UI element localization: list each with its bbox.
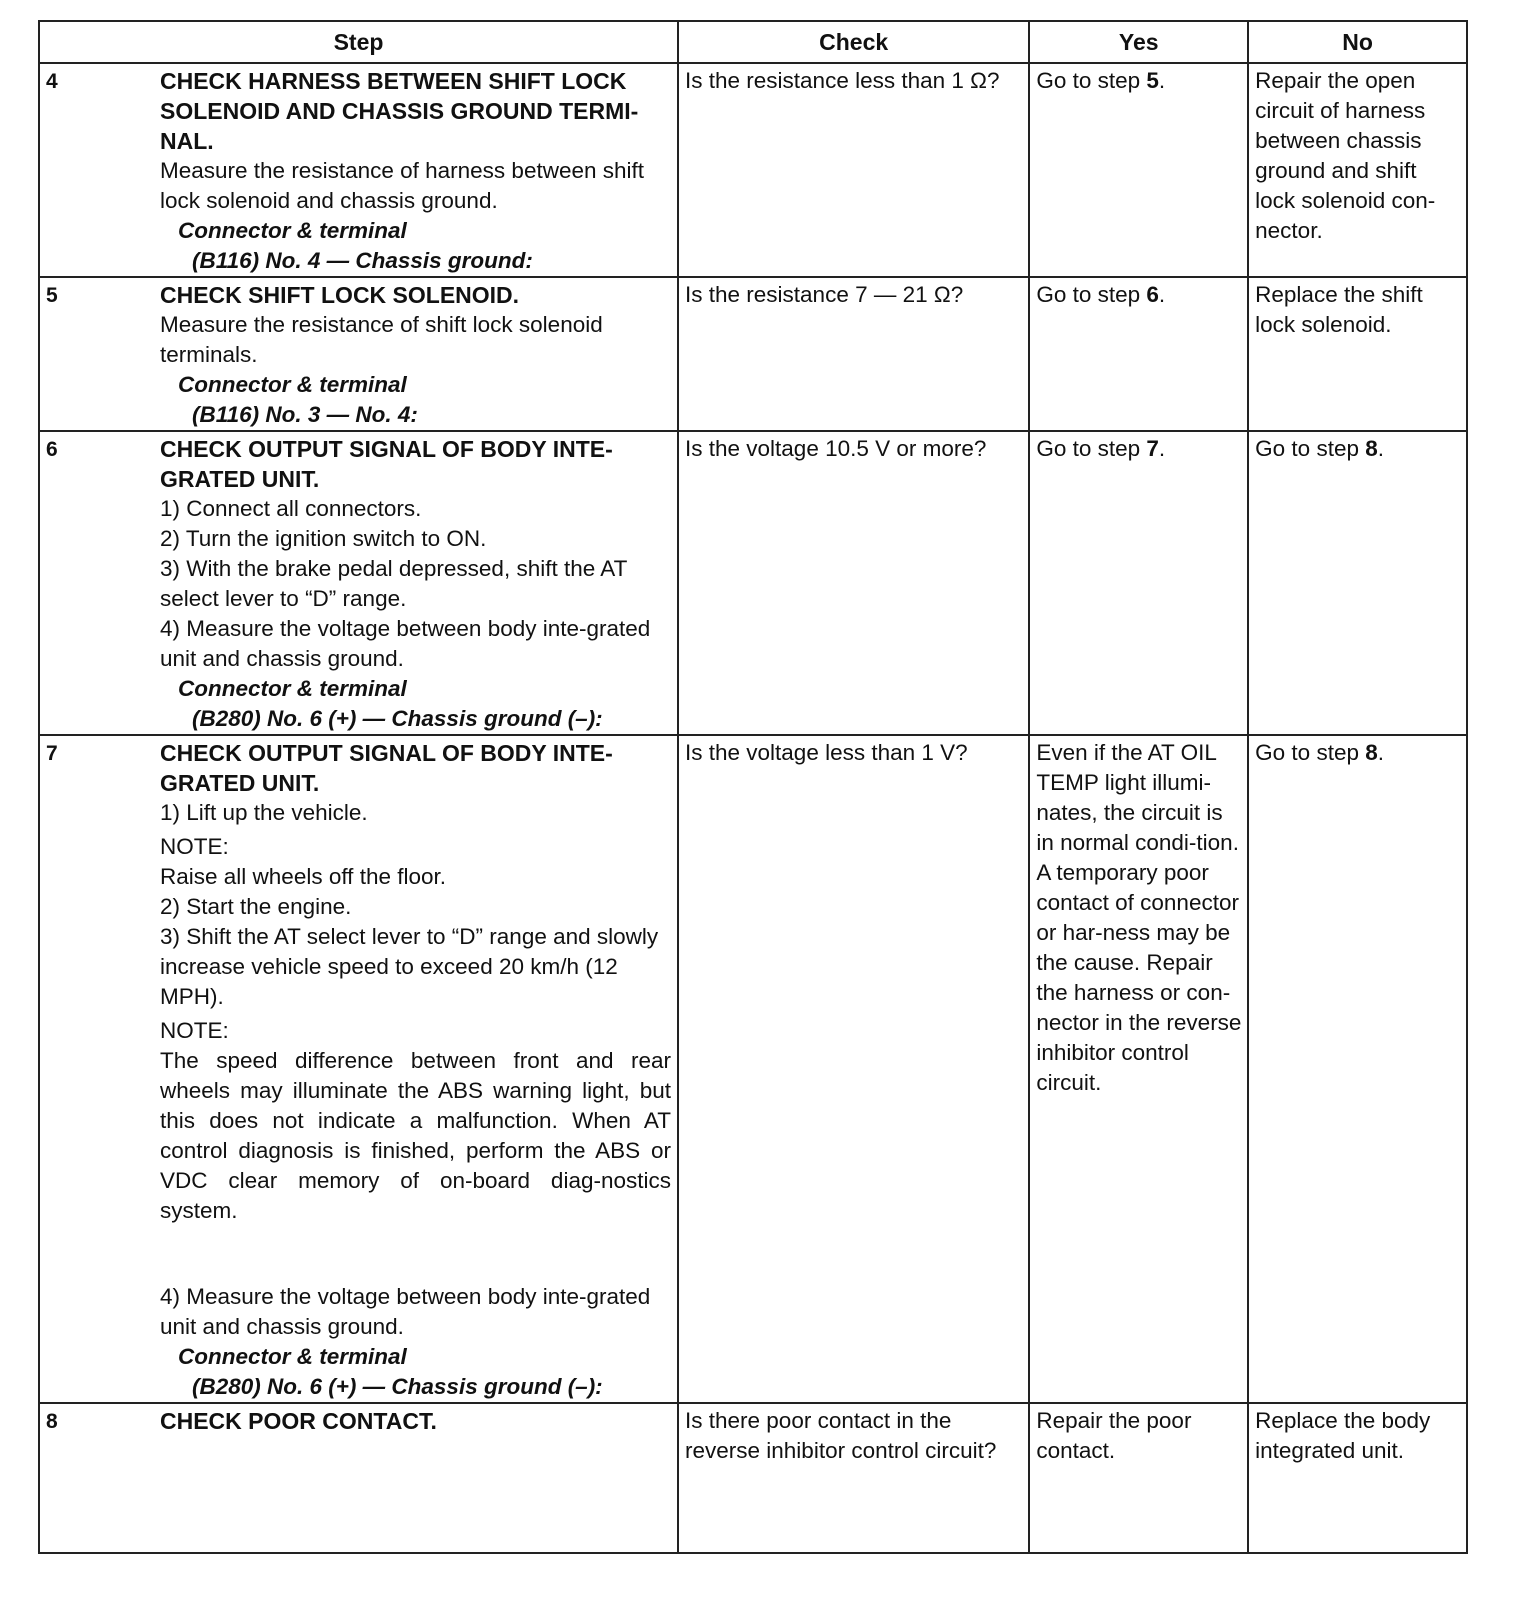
no-cell: Replace the body integrated unit. <box>1248 1403 1467 1553</box>
check-cell: Is the voltage less than 1 V? <box>678 735 1029 1403</box>
note-text: Raise all wheels off the floor. <box>160 864 446 889</box>
header-no: No <box>1248 21 1467 63</box>
no-cell <box>1248 431 1467 735</box>
procedure-step: 3) Shift the AT select lever to “D” range and slowly increase vehicle speed to exceed 20 km/h (12 MPH). <box>160 924 659 1009</box>
yes-cell: Even if the AT OIL TEMP light illumi-nates, the circuit is in normal condi-tion. A temporary poor contact of connector or har-ness may be the cause. Repair the harness or con-nector in the reverse inhibitor control circuit. <box>1029 735 1248 1403</box>
step-number: 7 <box>46 742 58 765</box>
diagnostic-table <box>38 20 1468 1554</box>
step-cell <box>39 277 678 431</box>
yes-suffix: . <box>1158 436 1166 461</box>
step-cell <box>39 431 678 735</box>
procedure-step: 2) Turn the ignition switch to ON. <box>160 526 487 551</box>
step-number: 8 <box>46 1410 58 1433</box>
step-title: CHECK POOR CONTACT. <box>160 1408 437 1434</box>
yes-cell <box>1029 431 1248 735</box>
step-title: CHECK OUTPUT SIGNAL OF BODY INTE-GRATED UNIT. <box>160 740 613 796</box>
table-row <box>39 431 1467 735</box>
procedure-step: 1) Connect all connectors. <box>160 496 422 521</box>
no-step-ref: 8 <box>1365 740 1378 765</box>
step-title: CHECK OUTPUT SIGNAL OF BODY INTE-GRATED UNIT. <box>160 436 613 492</box>
table-row <box>39 63 1467 277</box>
connector-value: (B116) No. 4 — Chassis ground: <box>192 248 533 273</box>
yes-step-ref: 5 <box>1146 68 1159 93</box>
step-number: 4 <box>46 70 58 93</box>
connector-value: (B280) No. 6 (+) — Chassis ground (–): <box>192 1374 603 1399</box>
header-yes: Yes <box>1029 21 1248 63</box>
yes-suffix: . <box>1158 68 1166 93</box>
yes-prefix: Go to step <box>1036 68 1147 93</box>
table-row <box>39 1403 1467 1553</box>
step-instruction: Measure the resistance of harness between shift lock solenoid and chassis ground. <box>160 158 645 213</box>
note-text: The speed difference between front and rear wheels may illuminate the ABS warning light, but this does not indicate a malfunction. When AT control diagnosis is finished, perform the ABS or VDC clear memory of on-board diag-nostics system. <box>160 1048 671 1223</box>
step-instruction: Measure the resistance of shift lock solenoid terminals. <box>160 312 603 367</box>
no-step-ref: 8 <box>1365 436 1378 461</box>
procedure-step: 4) Measure the voltage between body inte-grated unit and chassis ground. <box>160 1284 651 1339</box>
check-cell: Is the resistance less than 1 Ω? <box>678 63 1029 277</box>
connector-value: (B116) No. 3 — No. 4: <box>192 402 418 427</box>
yes-cell <box>1029 63 1248 277</box>
procedure-step: 1) Lift up the vehicle. <box>160 800 368 825</box>
step-number: 5 <box>46 284 58 307</box>
table-row <box>39 277 1467 431</box>
step-title: CHECK HARNESS BETWEEN SHIFT LOCK SOLENOID AND CHASSIS GROUND TERMI-NAL. <box>160 68 639 154</box>
header-row <box>39 21 1467 63</box>
header-step: Step <box>39 21 678 63</box>
no-prefix: Go to step <box>1255 740 1366 765</box>
step-cell <box>39 735 678 1403</box>
no-cell <box>1248 735 1467 1403</box>
yes-step-ref: 7 <box>1146 436 1159 461</box>
step-cell <box>39 1403 678 1553</box>
procedure-step: 4) Measure the voltage between body inte-grated unit and chassis ground. <box>160 616 651 671</box>
check-cell: Is the voltage 10.5 V or more? <box>678 431 1029 735</box>
spacer <box>160 1226 673 1282</box>
connector-value: (B280) No. 6 (+) — Chassis ground (–): <box>192 706 603 731</box>
no-suffix: . <box>1377 740 1384 765</box>
procedure-step: 3) With the brake pedal depressed, shift the AT select lever to “D” range. <box>160 556 627 611</box>
no-cell: Replace the shift lock solenoid. <box>1248 277 1467 431</box>
step-number: 6 <box>46 438 58 461</box>
yes-prefix: Go to step <box>1036 282 1147 307</box>
yes-prefix: Go to step <box>1036 436 1147 461</box>
step-title: CHECK SHIFT LOCK SOLENOID. <box>160 282 520 308</box>
connector-label: Connector & terminal <box>178 372 407 397</box>
connector-label: Connector & terminal <box>178 1344 407 1369</box>
step-cell <box>39 63 678 277</box>
connector-label: Connector & terminal <box>178 218 407 243</box>
yes-cell: Repair the poor contact. <box>1029 1403 1248 1553</box>
connector-label: Connector & terminal <box>178 676 407 701</box>
note-label: NOTE: <box>160 834 229 859</box>
table-row <box>39 735 1467 1403</box>
yes-cell <box>1029 277 1248 431</box>
header-check: Check <box>678 21 1029 63</box>
check-cell: Is the resistance 7 — 21 Ω? <box>678 277 1029 431</box>
yes-suffix: . <box>1158 282 1166 307</box>
no-prefix: Go to step <box>1255 436 1366 461</box>
yes-step-ref: 6 <box>1146 282 1159 307</box>
no-suffix: . <box>1377 436 1384 461</box>
no-cell: Repair the open circuit of harness between chassis ground and shift lock solenoid con-nector. <box>1248 63 1467 277</box>
check-cell: Is there poor contact in the reverse inhibitor control circuit? <box>678 1403 1029 1553</box>
note-label: NOTE: <box>160 1018 229 1043</box>
procedure-step: 2) Start the engine. <box>160 894 352 919</box>
